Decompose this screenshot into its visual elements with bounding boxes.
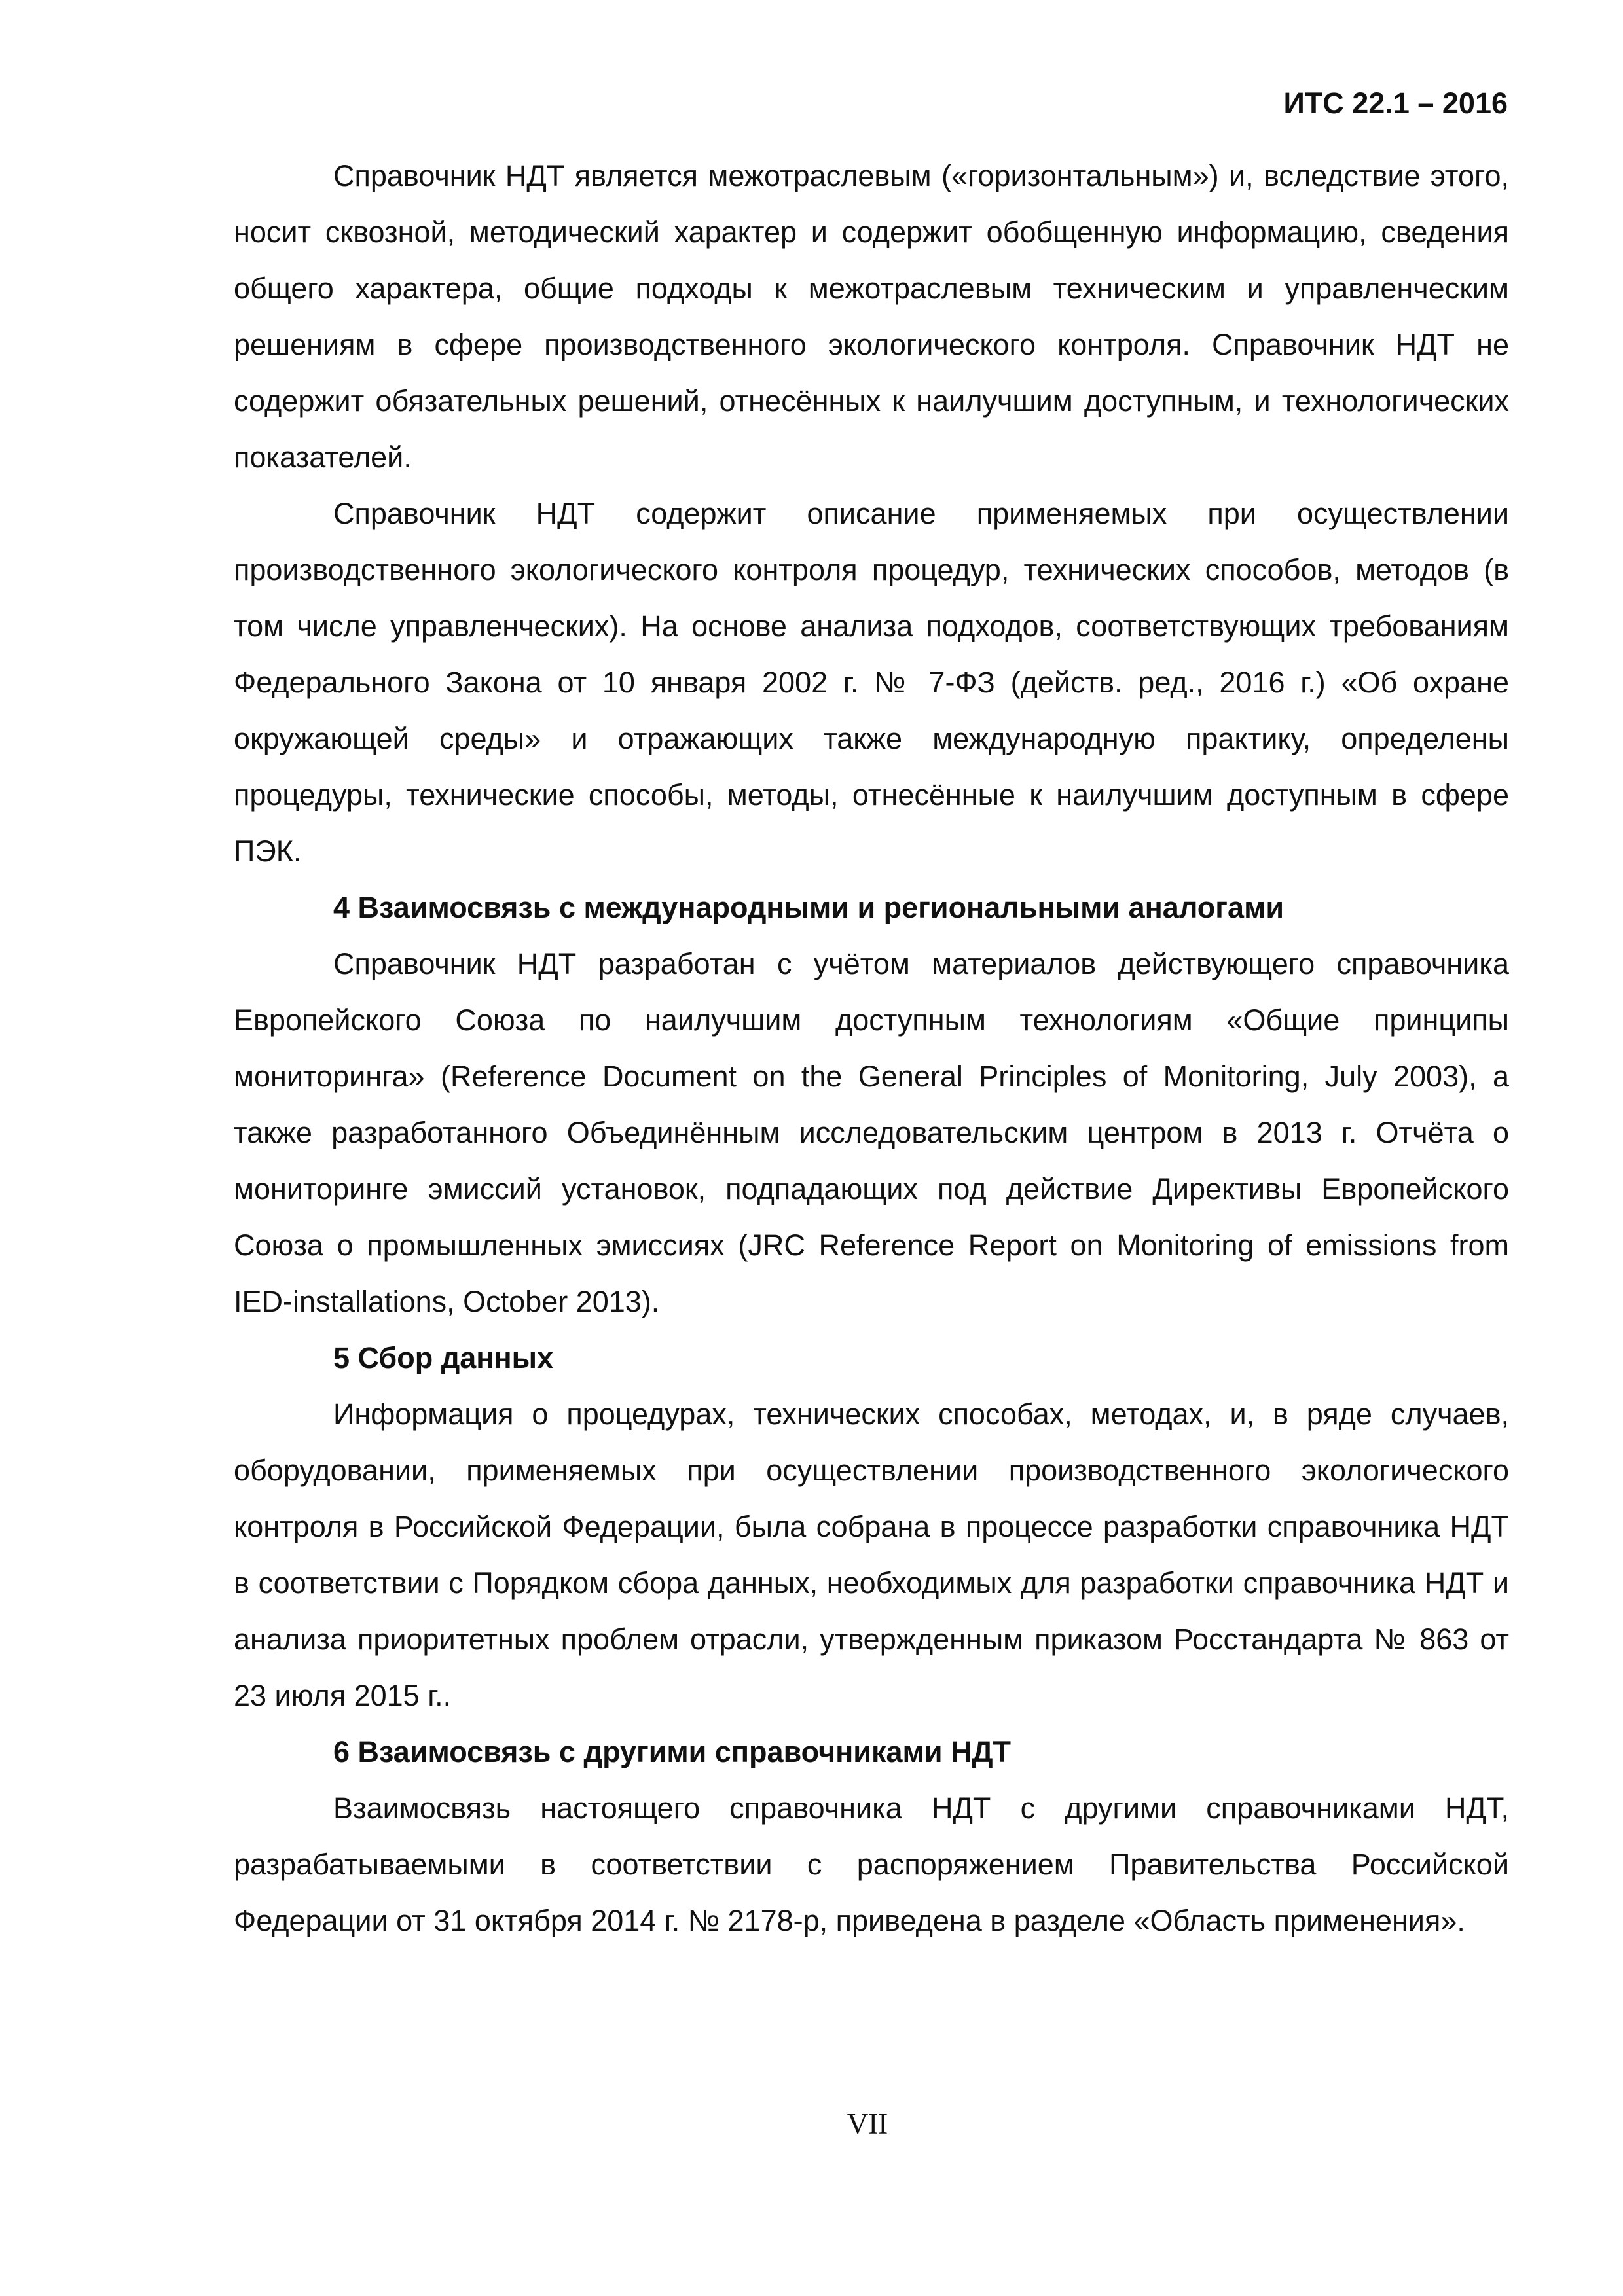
paragraph-contents: Справочник НДТ содержит описание применяемых при осуществлении производственного экологического контроля процедур, технических способов, методов (в том числе управленческих). На основе анализа подходов, соответствующих требованиям Федерального Закона от 10 января 2002 г. № 7-ФЗ (действ. ред., 2016 г.) «Об охране окружающей среды» и отражающих также международную практику, определены процедуры, технические способы, методы, отнесённые к наилучшим доступным в сфере ПЭК.	[234, 497, 1509, 868]
paragraph-scope: Справочник НДТ является межотраслевым («горизонтальным») и, вследствие этого, носит сквозной, методический характер и содержит обобщенную информацию, сведения общего характера, общие подходы к межотраслевым техническим и управленческим решениям в сфере производственного экологического контроля. Справочник НДТ не содержит обязательных решений, отнесённых к наилучшим доступным, и технологических показателей.	[234, 159, 1509, 474]
document-code: ИТС 22.1 – 2016	[1283, 86, 1508, 120]
paragraph-international-analogues: Справочник НДТ разработан с учётом материалов действующего справочника Европейского Союза по наилучшим доступным технологиям «Общие принципы мониторинга» (Reference Document on the General Principles of Monitoring, July 2003), а также разработанного Объединённым исследовательским центром в 2013 г. Отчёта о мониторинге эмиссий установок, подпадающих под действие Директивы Европейского Союза о промышленных эмиссиях (JRC Reference Report on Monitoring of emissions from IED-installations, October 2013).	[234, 947, 1509, 1318]
section-heading-data-collection: 5 Сбор данных	[333, 1341, 554, 1374]
paragraph-related-references: Взаимосвязь настоящего справочника НДТ с другими справочниками НДТ, разрабатываемыми в соответствии с распоряжением Правительства Российской Федерации от 31 октября 2014 г. № 2178-р, приведена в разделе «Область применения».	[234, 1791, 1509, 1937]
section-heading-related-references: 6 Взаимосвязь с другими справочниками НДТ	[333, 1735, 1012, 1768]
section-heading-international-analogues: 4 Взаимосвязь с международными и региональными аналогами	[333, 891, 1285, 924]
page-number: VII	[847, 2108, 888, 2140]
page-body	[234, 148, 1509, 1949]
paragraph-data-collection: Информация о процедурах, технических способах, методах, и, в ряде случаев, оборудовании, применяемых при осуществлении производственного экологического контроля в Российской Федерации, была собрана в процессе разработки справочника НДТ в соответствии с Порядком сбора данных, необходимых для разработки справочника НДТ и анализа приоритетных проблем отрасли, утвержденным приказом Росстандарта № 863 от 23 июля 2015 г..	[234, 1397, 1509, 1712]
